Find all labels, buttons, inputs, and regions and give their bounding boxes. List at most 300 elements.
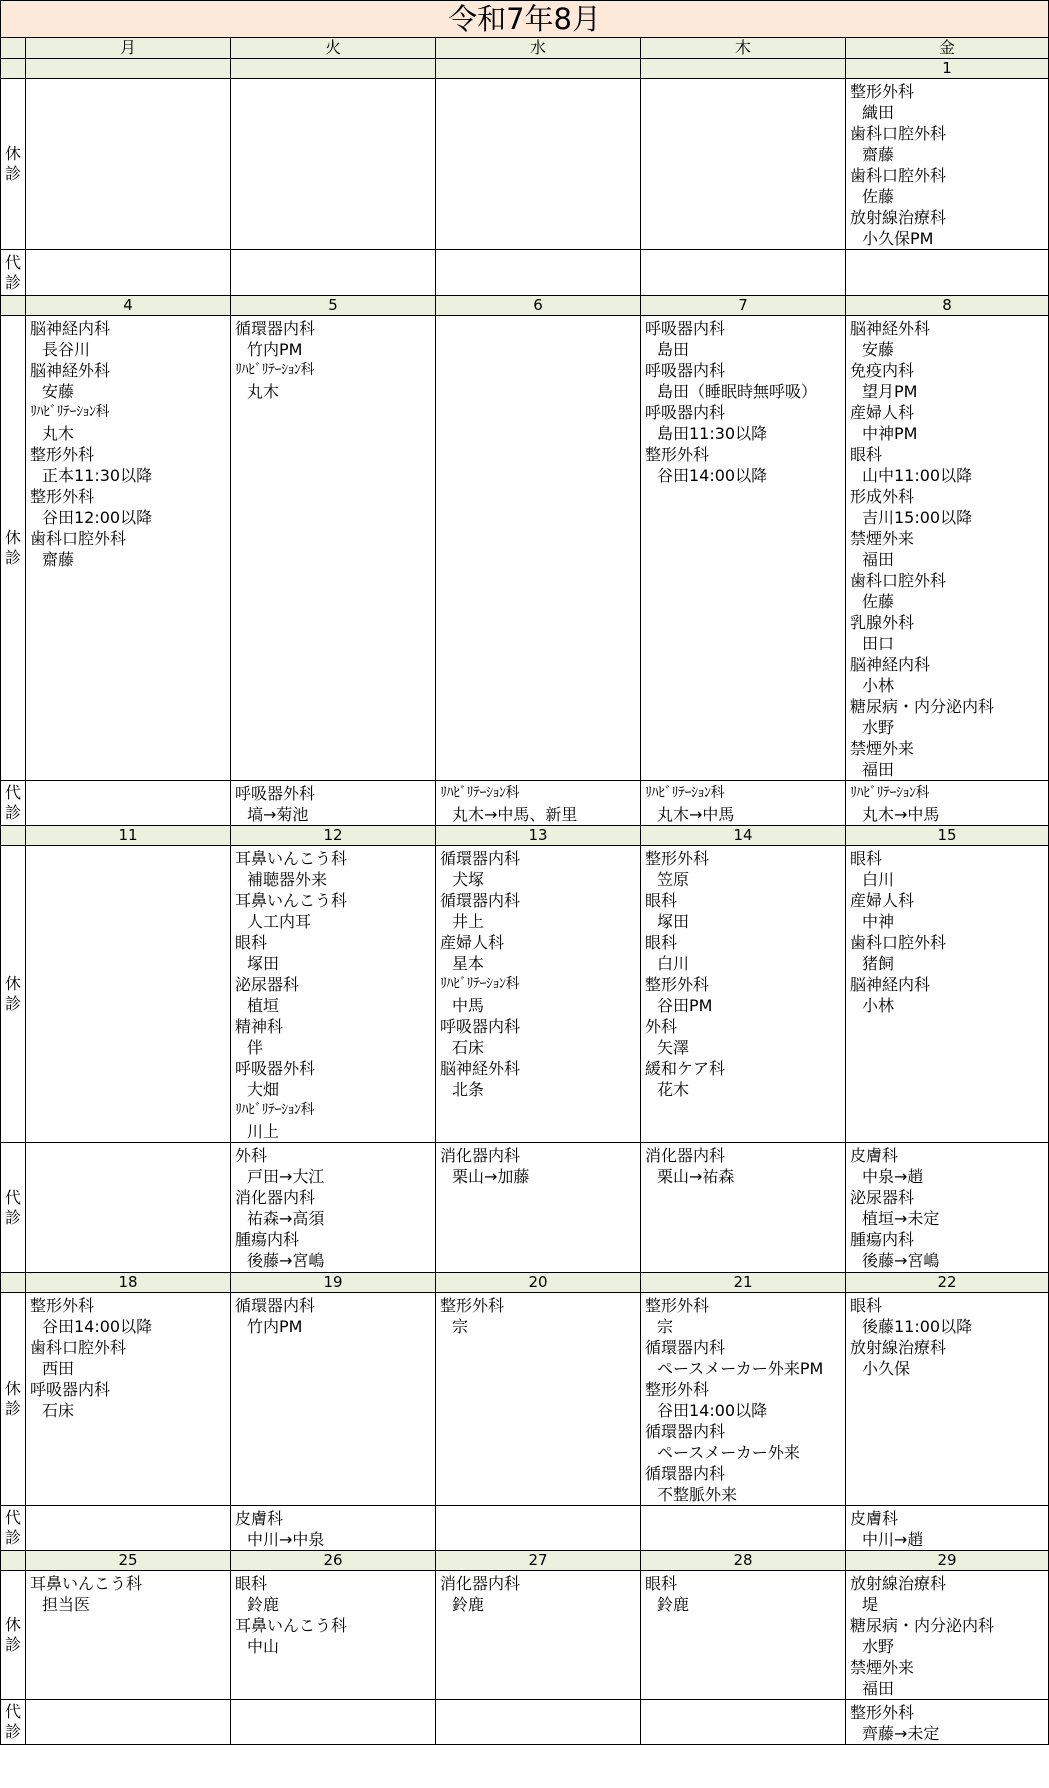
kyushin-cell: [641, 79, 846, 250]
department-name: 整形外科: [645, 445, 710, 464]
department-name: 歯科口腔外科: [850, 166, 947, 185]
doctor-name: 栗山→加藤: [452, 1167, 530, 1186]
date-number: [436, 59, 641, 79]
department-name: 放射線治療科: [850, 1574, 947, 1593]
date-number: 27: [436, 1551, 641, 1571]
department-name: 眼科: [645, 1574, 678, 1593]
department-name: 皮膚科: [850, 1509, 899, 1528]
department-name: 眼科: [235, 1574, 268, 1593]
daishin-cell: [26, 250, 231, 296]
doctor-name: 中泉→趙: [862, 1167, 924, 1186]
department-name: 糖尿病・内分泌内科: [850, 1616, 995, 1635]
kyushin-cell: [26, 316, 231, 781]
date-number: [231, 59, 436, 79]
daishin-cell: [231, 781, 436, 826]
row-label-daishin: [1, 781, 26, 826]
doctor-name: 谷田14:00以降: [657, 1401, 768, 1420]
kyushin-cell: [846, 79, 1049, 250]
department-name: 腫瘍内科: [850, 1230, 915, 1249]
daishin-cell: [26, 1700, 231, 1745]
row-label-char: 診: [4, 1528, 21, 1547]
doctor-name: 矢澤: [657, 1038, 690, 1057]
daishin-cell: [641, 250, 846, 296]
row-label-char: 休: [4, 1379, 21, 1398]
doctor-name: 犬塚: [452, 870, 485, 889]
doctor-name: 福田: [862, 550, 895, 569]
doctor-name: 伴: [247, 1038, 264, 1057]
date-number: 21: [641, 1273, 846, 1293]
row-label-char: 診: [4, 272, 21, 292]
row-label-char: 代: [4, 252, 21, 272]
kyushin-cell: [231, 1293, 436, 1506]
row-label-char: 診: [4, 548, 21, 567]
department-name: ﾘﾊﾋﾞﾘﾃｰｼｮﾝ科: [235, 1102, 314, 1118]
date-row: [1, 296, 1049, 316]
department-name: 産婦人科: [850, 403, 915, 422]
row-label-char: 診: [4, 994, 21, 1013]
date-number: 5: [231, 296, 436, 316]
kyushin-row: [1, 79, 1049, 250]
doctor-name: 竹内PM: [247, 1317, 303, 1336]
department-name: 整形外科: [645, 849, 710, 868]
department-name: ﾘﾊﾋﾞﾘﾃｰｼｮﾝ科: [850, 785, 929, 801]
kyushin-cell: [846, 316, 1049, 781]
row-label-char: 代: [4, 1187, 21, 1207]
department-name: 循環器内科: [645, 1464, 726, 1483]
department-name: 眼科: [645, 933, 678, 952]
row-label-kyushin: [1, 316, 26, 781]
department-name: ﾘﾊﾋﾞﾘﾃｰｼｮﾝ科: [440, 785, 519, 801]
doctor-name: 後藤11:00以降: [862, 1317, 973, 1336]
doctor-name: 堤: [862, 1595, 879, 1614]
department-name: 脳神経外科: [440, 1059, 521, 1078]
doctor-name: 正本11:30以降: [42, 466, 153, 485]
weekday-mon: 月: [26, 38, 231, 59]
department-name: 呼吸器外科: [235, 1059, 316, 1078]
doctor-name: 山中11:00以降: [862, 466, 973, 485]
kyushin-cell: [436, 316, 641, 781]
kyushin-row: [1, 316, 1049, 781]
department-name: 循環器内科: [645, 1338, 726, 1357]
row-label-char: 休: [4, 144, 21, 163]
date-number: 7: [641, 296, 846, 316]
daishin-cell: [846, 1143, 1049, 1273]
date-corner: [1, 1551, 26, 1571]
department-name: 呼吸器外科: [235, 784, 316, 803]
doctor-name: 塚田: [247, 954, 280, 973]
date-number: 1: [846, 59, 1049, 79]
kyushin-row: [1, 1293, 1049, 1506]
date-number: 8: [846, 296, 1049, 316]
department-name: 泌尿器科: [235, 975, 300, 994]
doctor-name: 宗: [452, 1317, 469, 1336]
date-corner: [1, 826, 26, 846]
department-name: 循環器内科: [440, 849, 521, 868]
department-name: 禁煙外来: [850, 1658, 915, 1677]
daishin-cell: [231, 1506, 436, 1551]
doctor-name: 齊藤→未定: [862, 1724, 940, 1743]
doctor-name: 星本: [452, 954, 485, 973]
department-name: 脳神経内科: [30, 319, 111, 338]
daishin-row: [1, 250, 1049, 296]
department-name: 脳神経外科: [850, 319, 931, 338]
row-label-char: 代: [4, 1702, 21, 1721]
doctor-name: 望月PM: [862, 382, 918, 401]
department-name: 眼科: [850, 445, 883, 464]
kyushin-cell: [846, 846, 1049, 1143]
doctor-name: 織田: [862, 103, 895, 122]
doctor-name: 丸木→中馬: [657, 805, 735, 824]
doctor-name: 大畑: [247, 1080, 280, 1099]
doctor-name: 水野: [862, 718, 895, 737]
doctor-name: 猪飼: [862, 954, 895, 973]
doctor-name: 安藤: [42, 382, 75, 401]
department-name: 脳神経内科: [850, 655, 931, 674]
kyushin-row: [1, 1571, 1049, 1700]
daishin-cell: [436, 1143, 641, 1273]
department-name: 産婦人科: [440, 933, 505, 952]
daishin-cell: [436, 250, 641, 296]
doctor-name: 中川→趙: [862, 1530, 924, 1549]
doctor-name: 花木: [657, 1080, 690, 1099]
department-name: 消化器内科: [440, 1574, 521, 1593]
row-label-kyushin: [1, 1571, 26, 1700]
daishin-row: [1, 781, 1049, 826]
kyushin-cell: [641, 1293, 846, 1506]
department-name: 歯科口腔外科: [30, 529, 127, 548]
doctor-name: 中山: [247, 1637, 280, 1656]
doctor-name: 齋藤: [862, 145, 895, 164]
doctor-name: 水野: [862, 1637, 895, 1656]
date-corner: [1, 296, 26, 316]
date-row: [1, 1551, 1049, 1571]
daishin-cell: [641, 1143, 846, 1273]
department-name: 禁煙外来: [850, 529, 915, 548]
department-name: 産婦人科: [850, 891, 915, 910]
doctor-name: 谷田14:00以降: [42, 1317, 153, 1336]
department-name: 放射線治療科: [850, 1338, 947, 1357]
department-name: 形成外科: [850, 487, 915, 506]
department-name: 呼吸器内科: [645, 403, 726, 422]
date-number: 26: [231, 1551, 436, 1571]
date-number: 28: [641, 1551, 846, 1571]
department-name: ﾘﾊﾋﾞﾘﾃｰｼｮﾝ科: [235, 362, 314, 378]
row-label-char: 代: [4, 783, 21, 802]
doctor-name: 後藤→宮嶋: [247, 1251, 325, 1270]
department-name: 呼吸器内科: [440, 1017, 521, 1036]
kyushin-cell: [436, 1571, 641, 1700]
date-number: 25: [26, 1551, 231, 1571]
page-title: 令和7年8月: [1, 1, 1049, 38]
department-name: 精神科: [235, 1017, 284, 1036]
doctor-name: 不整脈外来: [657, 1485, 738, 1504]
date-number: 20: [436, 1273, 641, 1293]
row-label-daishin: [1, 1506, 26, 1551]
row-label-char: 診: [4, 1207, 21, 1227]
doctor-name: 祐森→高須: [247, 1209, 325, 1228]
weekday-fri: 金: [846, 38, 1049, 59]
daishin-cell: [436, 781, 641, 826]
kyushin-cell: [436, 846, 641, 1143]
department-name: 歯科口腔外科: [850, 933, 947, 952]
department-name: 歯科口腔外科: [850, 124, 947, 143]
corner-cell: [1, 38, 26, 59]
doctor-name: 井上: [452, 912, 485, 931]
department-name: 整形外科: [30, 445, 95, 464]
department-name: 耳鼻いんこう科: [235, 891, 348, 910]
daishin-cell: [641, 781, 846, 826]
department-name: ﾘﾊﾋﾞﾘﾃｰｼｮﾝ科: [645, 785, 724, 801]
doctor-name: 島田: [657, 340, 690, 359]
kyushin-cell: [436, 79, 641, 250]
department-name: 眼科: [850, 849, 883, 868]
doctor-name: 齋藤: [42, 550, 75, 569]
department-name: 免疫内科: [850, 361, 915, 380]
daishin-cell: [436, 1700, 641, 1745]
department-name: 眼科: [850, 1296, 883, 1315]
date-number: 19: [231, 1273, 436, 1293]
department-name: ﾘﾊﾋﾞﾘﾃｰｼｮﾝ科: [440, 976, 519, 992]
doctor-name: 中神: [862, 912, 895, 931]
department-name: 緩和ケア科: [645, 1059, 726, 1078]
weekday-header-row: [1, 38, 1049, 59]
date-row: [1, 59, 1049, 79]
doctor-name: 植垣→未定: [862, 1209, 940, 1228]
department-name: 眼科: [645, 891, 678, 910]
doctor-name: 鈴鹿: [247, 1595, 280, 1614]
date-corner: [1, 1273, 26, 1293]
daishin-cell: [436, 1506, 641, 1551]
doctor-name: 小久保: [862, 1359, 911, 1378]
doctor-name: 中神PM: [862, 424, 918, 443]
department-name: 整形外科: [30, 487, 95, 506]
doctor-name: 植垣: [247, 996, 280, 1015]
daishin-cell: [846, 1700, 1049, 1745]
date-number: 11: [26, 826, 231, 846]
date-number: 18: [26, 1273, 231, 1293]
kyushin-cell: [641, 316, 846, 781]
kyushin-cell: [846, 1293, 1049, 1506]
row-label-char: 診: [4, 1399, 21, 1418]
department-name: 整形外科: [645, 1380, 710, 1399]
kyushin-cell: [641, 846, 846, 1143]
doctor-name: 塙→菊池: [247, 805, 309, 824]
kyushin-cell: [231, 316, 436, 781]
doctor-name: 北条: [452, 1080, 485, 1099]
department-name: ﾘﾊﾋﾞﾘﾃｰｼｮﾝ科: [30, 404, 109, 420]
department-name: 乳腺外科: [850, 613, 915, 632]
doctor-name: 小久保PM: [862, 229, 934, 248]
department-name: 整形外科: [645, 1296, 710, 1315]
weekday-wed: 水: [436, 38, 641, 59]
row-label-daishin: [1, 1700, 26, 1745]
row-label-char: 休: [4, 1615, 21, 1634]
date-row: [1, 826, 1049, 846]
department-name: 皮膚科: [850, 1146, 899, 1165]
department-name: 眼科: [235, 933, 268, 952]
row-label-char: 休: [4, 974, 21, 993]
doctor-name: 丸木: [42, 424, 75, 443]
department-name: 呼吸器内科: [645, 361, 726, 380]
doctor-name: 戸田→大江: [247, 1167, 325, 1186]
doctor-name: 小林: [862, 996, 895, 1015]
doctor-name: 谷田12:00以降: [42, 508, 153, 527]
department-name: 耳鼻いんこう科: [30, 1574, 143, 1593]
department-name: 整形外科: [30, 1296, 95, 1315]
department-name: 整形外科: [645, 975, 710, 994]
department-name: 呼吸器内科: [645, 319, 726, 338]
doctor-name: 白川: [862, 870, 895, 889]
row-label-kyushin: [1, 846, 26, 1143]
department-name: 皮膚科: [235, 1509, 284, 1528]
row-label-kyushin: [1, 1293, 26, 1506]
daishin-cell: [641, 1700, 846, 1745]
row-label-kyushin: [1, 79, 26, 250]
kyushin-cell: [846, 1571, 1049, 1700]
department-name: 呼吸器内科: [30, 1380, 111, 1399]
doctor-name: ペースメーカー外来PM: [657, 1359, 824, 1378]
date-number: 29: [846, 1551, 1049, 1571]
doctor-name: 塚田: [657, 912, 690, 931]
department-name: 禁煙外来: [850, 739, 915, 758]
row-label-char: 診: [4, 164, 21, 183]
doctor-name: 小林: [862, 676, 895, 695]
kyushin-cell: [231, 1571, 436, 1700]
date-number: 6: [436, 296, 641, 316]
date-number: 12: [231, 826, 436, 846]
daishin-row: [1, 1700, 1049, 1745]
kyushin-row: [1, 846, 1049, 1143]
department-name: 糖尿病・内分泌内科: [850, 697, 995, 716]
doctor-name: 石床: [452, 1038, 485, 1057]
weekday-thu: 木: [641, 38, 846, 59]
doctor-name: 補聴器外来: [247, 870, 328, 889]
doctor-name: 西田: [42, 1359, 75, 1378]
doctor-name: 谷田14:00以降: [657, 466, 768, 485]
date-number: [26, 59, 231, 79]
department-name: 耳鼻いんこう科: [235, 849, 348, 868]
daishin-cell: [846, 1506, 1049, 1551]
doctor-name: 中川→中泉: [247, 1530, 325, 1549]
row-label-daishin: [1, 1143, 26, 1273]
doctor-name: 安藤: [862, 340, 895, 359]
doctor-name: 竹内PM: [247, 340, 303, 359]
department-name: 消化器内科: [235, 1188, 316, 1207]
daishin-cell: [26, 1143, 231, 1273]
weekday-tue: 火: [231, 38, 436, 59]
department-name: 歯科口腔外科: [850, 571, 947, 590]
row-label-char: 診: [4, 1635, 21, 1654]
date-number: [641, 59, 846, 79]
doctor-name: 福田: [862, 1679, 895, 1698]
doctor-name: 佐藤: [862, 187, 895, 206]
doctor-name: 島田11:30以降: [657, 424, 768, 443]
kyushin-cell: [26, 1571, 231, 1700]
doctor-name: 田口: [862, 634, 895, 653]
doctor-name: 福田: [862, 760, 895, 779]
department-name: 脳神経外科: [30, 361, 111, 380]
department-name: 整形外科: [850, 82, 915, 101]
daishin-cell: [846, 781, 1049, 826]
department-name: 外科: [235, 1146, 268, 1165]
department-name: 循環器内科: [440, 891, 521, 910]
daishin-cell: [846, 250, 1049, 296]
doctor-name: 後藤→宮嶋: [862, 1251, 940, 1270]
department-name: 放射線治療科: [850, 208, 947, 227]
date-row: [1, 1273, 1049, 1293]
title-row: [1, 1, 1049, 38]
doctor-name: 佐藤: [862, 592, 895, 611]
row-label-char: 診: [4, 803, 21, 822]
daishin-cell: [231, 1700, 436, 1745]
daishin-row: [1, 1143, 1049, 1273]
row-label-daishin: [1, 250, 26, 296]
kyushin-cell: [436, 1293, 641, 1506]
doctor-name: 丸木→中馬: [862, 805, 940, 824]
row-label-char: 代: [4, 1508, 21, 1527]
doctor-name: ペースメーカー外来: [657, 1443, 800, 1462]
kyushin-cell: [641, 1571, 846, 1700]
doctor-name: 白川: [657, 954, 690, 973]
doctor-name: 川上: [247, 1122, 280, 1141]
daishin-row: [1, 1506, 1049, 1551]
daishin-cell: [26, 781, 231, 826]
date-number: 4: [26, 296, 231, 316]
doctor-name: 吉川15:00以降: [862, 508, 973, 527]
department-name: 循環器内科: [645, 1422, 726, 1441]
date-corner: [1, 59, 26, 79]
row-label-char: 休: [4, 528, 21, 547]
department-name: 循環器内科: [235, 319, 316, 338]
department-name: 整形外科: [850, 1703, 915, 1722]
date-number: 14: [641, 826, 846, 846]
daishin-cell: [231, 250, 436, 296]
doctor-name: 石床: [42, 1401, 75, 1420]
department-name: 外科: [645, 1017, 678, 1036]
department-name: 消化器内科: [440, 1146, 521, 1165]
date-number: 22: [846, 1273, 1049, 1293]
department-name: 循環器内科: [235, 1296, 316, 1315]
department-name: 泌尿器科: [850, 1188, 915, 1207]
doctor-name: 丸木: [247, 382, 280, 401]
kyushin-cell: [26, 79, 231, 250]
row-label-char: 診: [4, 1722, 21, 1741]
daishin-cell: [641, 1506, 846, 1551]
doctor-name: 長谷川: [42, 340, 91, 359]
kyushin-cell: [231, 846, 436, 1143]
department-name: 腫瘍内科: [235, 1230, 300, 1249]
kyushin-cell: [26, 1293, 231, 1506]
date-number: 15: [846, 826, 1049, 846]
doctor-name: 人工内耳: [247, 912, 312, 931]
doctor-name: 谷田PM: [657, 996, 713, 1015]
daishin-cell: [231, 1143, 436, 1273]
doctor-name: 丸木→中馬、新里: [452, 805, 578, 824]
doctor-name: 栗山→祐森: [657, 1167, 735, 1186]
department-name: 耳鼻いんこう科: [235, 1616, 348, 1635]
daishin-cell: [26, 1506, 231, 1551]
doctor-name: 鈴鹿: [657, 1595, 690, 1614]
department-name: 脳神経内科: [850, 975, 931, 994]
doctor-name: 担当医: [42, 1595, 91, 1614]
doctor-name: 宗: [657, 1317, 674, 1336]
kyushin-cell: [26, 846, 231, 1143]
kyushin-cell: [231, 79, 436, 250]
doctor-name: 笠原: [657, 870, 690, 889]
department-name: 整形外科: [440, 1296, 505, 1315]
department-name: 歯科口腔外科: [30, 1338, 127, 1357]
department-name: 消化器内科: [645, 1146, 726, 1165]
